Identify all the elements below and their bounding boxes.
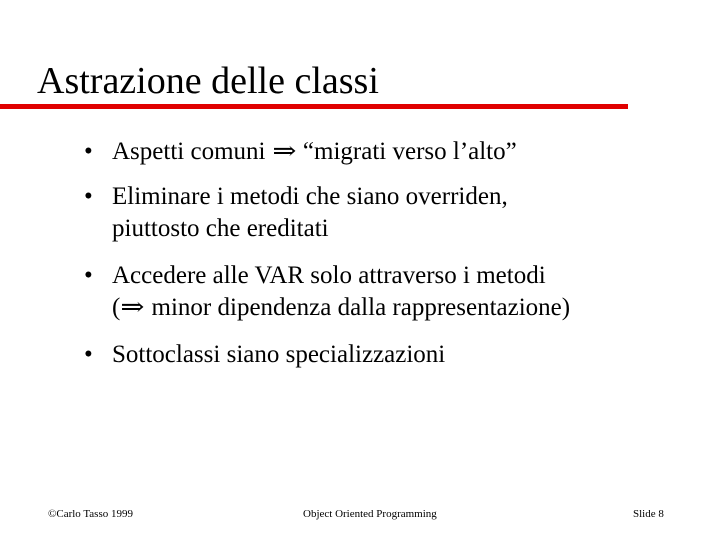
bullet-text [112, 260, 570, 324]
footer-slide-number: Slide 8 [633, 508, 664, 520]
bullet-marker: • [84, 341, 93, 368]
footer-copyright: ©Carlo Tasso 1999 [48, 508, 133, 520]
bullet-line [112, 292, 570, 324]
bullet-text: Sottoclassi siano specializzazioni [112, 341, 446, 368]
bullet-text-part: Aspetti comuni [112, 138, 272, 165]
title-underline [0, 104, 628, 109]
bullet-marker: • [84, 183, 93, 210]
footer-course-title: Object Oriented Programming [303, 508, 437, 520]
implies-arrow-icon: ⇒ [120, 294, 145, 321]
bullet-marker: • [84, 138, 93, 165]
bullet-text [112, 181, 508, 245]
bullet-marker: • [84, 262, 93, 289]
bullet-text-part: ( [112, 294, 121, 321]
bullet-text [112, 136, 517, 168]
bullet-line: piuttosto che ereditati [112, 215, 329, 242]
bullet-line: Eliminare i metodi che siano overriden, [112, 183, 508, 210]
slide-title: Astrazione delle classi [37, 60, 379, 102]
bullet-text-part: “migrati verso l’alto” [296, 138, 517, 165]
implies-arrow-icon: ⇒ [272, 138, 297, 165]
bullet-line: Accedere alle VAR solo attraverso i metodi [112, 262, 546, 289]
bullet-text-part: minor dipendenza dalla rappresentazione) [145, 294, 571, 321]
